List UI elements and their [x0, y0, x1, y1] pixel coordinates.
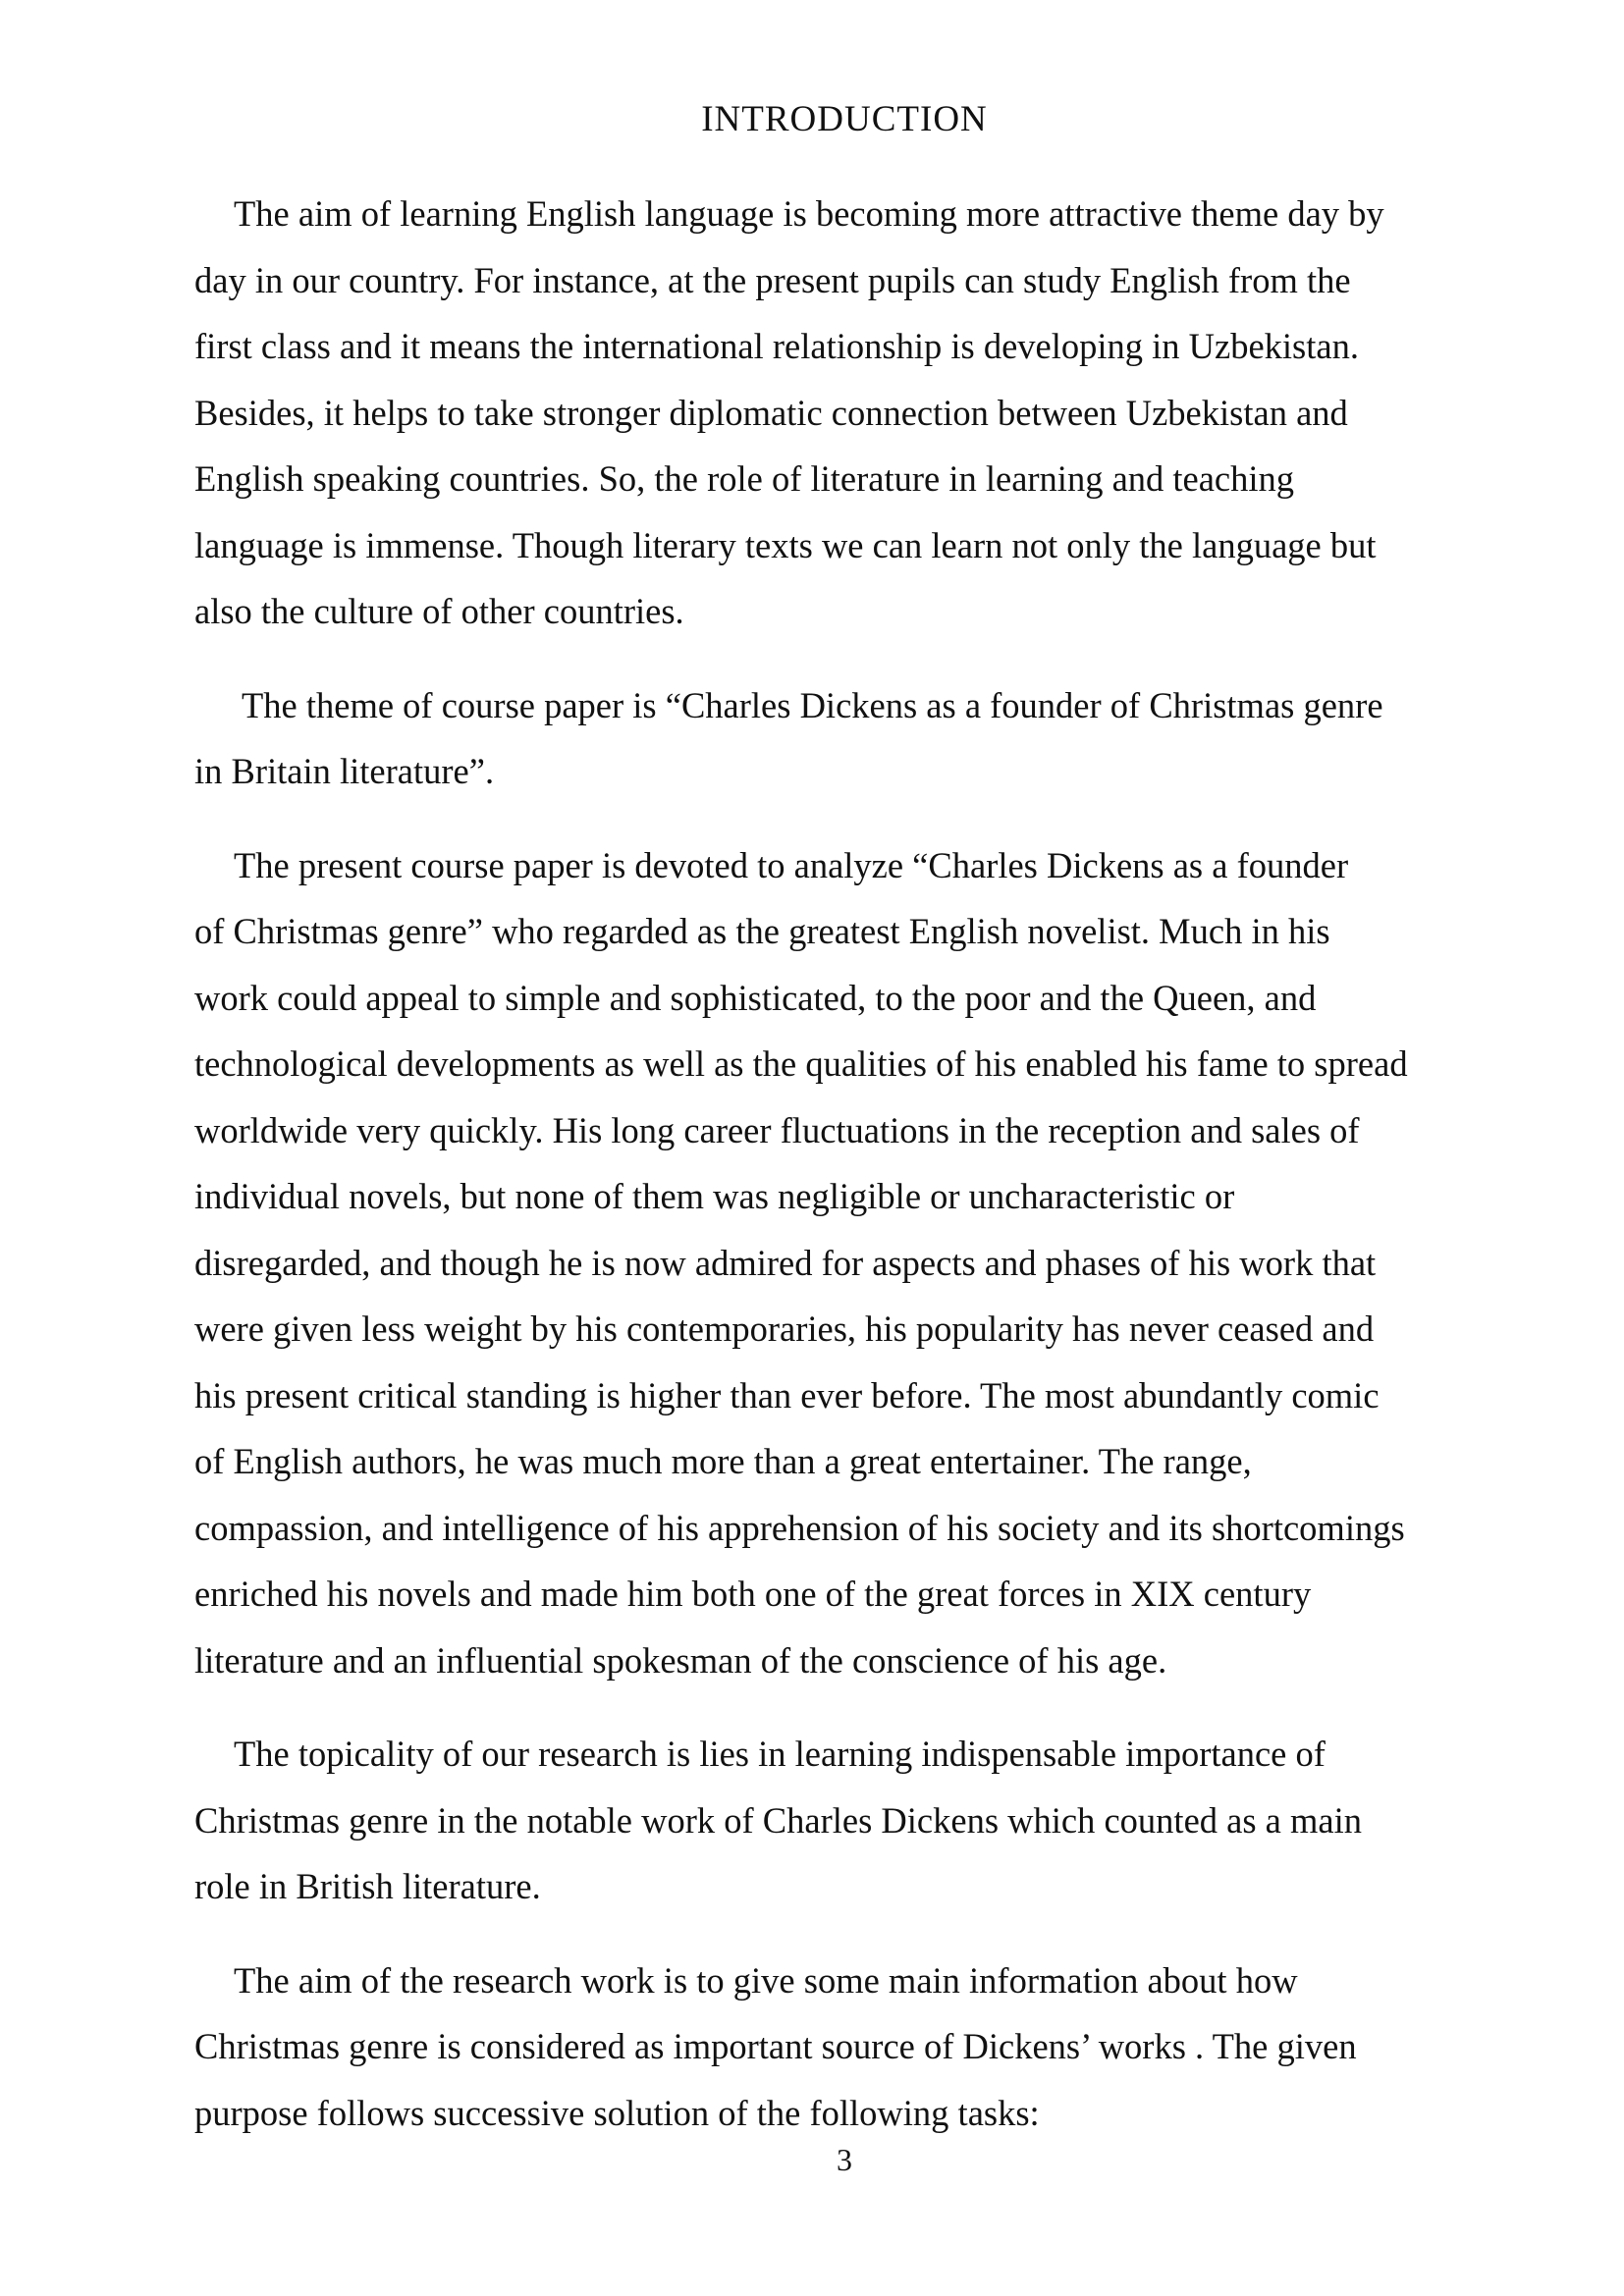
text-line: role in British literature.: [194, 1866, 541, 1906]
text-line: technological developments as well as the qualities of his enabled his fame to spread: [194, 1043, 1408, 1084]
text-line: literature and an influential spokesman of the conscience of his age.: [194, 1639, 1167, 1681]
text-line: work could appeal to simple and sophisticated, to the poor and the Queen, and: [194, 977, 1317, 1018]
paragraph-4: [194, 1721, 1510, 1920]
text-line: in Britain literature”.: [194, 751, 495, 791]
text-line: The aim of learning English language is becoming more attractive theme day by: [234, 193, 1384, 234]
text-line: were given less weight by his contemporaries, his popularity has never ceased and: [194, 1308, 1375, 1349]
text-line: compassion, and intelligence of his apprehension of his society and its shortcomings: [194, 1507, 1405, 1548]
body-text: [194, 181, 1510, 2173]
text-line: English speaking countries. So, the role of literature in learning and teaching: [194, 458, 1295, 499]
text-line: Christmas genre is considered as important source of Dickens’ works . The given: [194, 2026, 1357, 2066]
text-line: purpose follows successive solution of the following tasks:: [194, 2092, 1040, 2133]
text-line: first class and it means the international relationship is developing in Uzbekistan.: [194, 326, 1359, 366]
text-line: The theme of course paper is “Charles Dickens as a founder of Christmas genre: [242, 684, 1383, 725]
text-line: of Christmas genre” who regarded as the greatest English novelist. Much in his: [194, 911, 1330, 951]
text-line: also the culture of other countries.: [194, 591, 684, 631]
paragraph-2: [194, 672, 1510, 805]
page-number: 3: [837, 2142, 852, 2177]
text-line: Christmas genre in the notable work of Charles Dickens which counted as a main: [194, 1799, 1362, 1841]
paragraph-3: [194, 832, 1510, 1694]
text-line: Besides, it helps to take stronger diplomatic connection between Uzbekistan and: [194, 392, 1348, 433]
text-line: The aim of the research work is to give some main information about how: [234, 1959, 1298, 2001]
text-line: The topicality of our research is lies in learning indispensable importance of: [234, 1734, 1326, 1774]
text-line: his present critical standing is higher than ever before. The most abundantly comic: [194, 1374, 1380, 1415]
text-line: The present course paper is devoted to analyze “Charles Dickens as a founder: [234, 844, 1349, 885]
text-line: enriched his novels and made him both one of the great forces in XIX century: [194, 1574, 1312, 1614]
text-line: worldwide very quickly. His long career fluctuations in the reception and sales of: [194, 1109, 1360, 1150]
text-line: disregarded, and though he is now admired for aspects and phases of his work that: [194, 1242, 1377, 1283]
text-line: of English authors, he was much more than a great entertainer. The range,: [194, 1441, 1252, 1481]
text-line: day in our country. For instance, at the present pupils can study English from the: [194, 259, 1351, 300]
paragraph-5: [194, 1948, 1510, 2147]
paragraph-1: [194, 181, 1510, 645]
page-title: INTRODUCTION: [701, 99, 988, 139]
text-line: language is immense. Though literary texts we can learn not only the language but: [194, 524, 1377, 565]
text-line: individual novels, but none of them was negligible or uncharacteristic or: [194, 1176, 1235, 1216]
